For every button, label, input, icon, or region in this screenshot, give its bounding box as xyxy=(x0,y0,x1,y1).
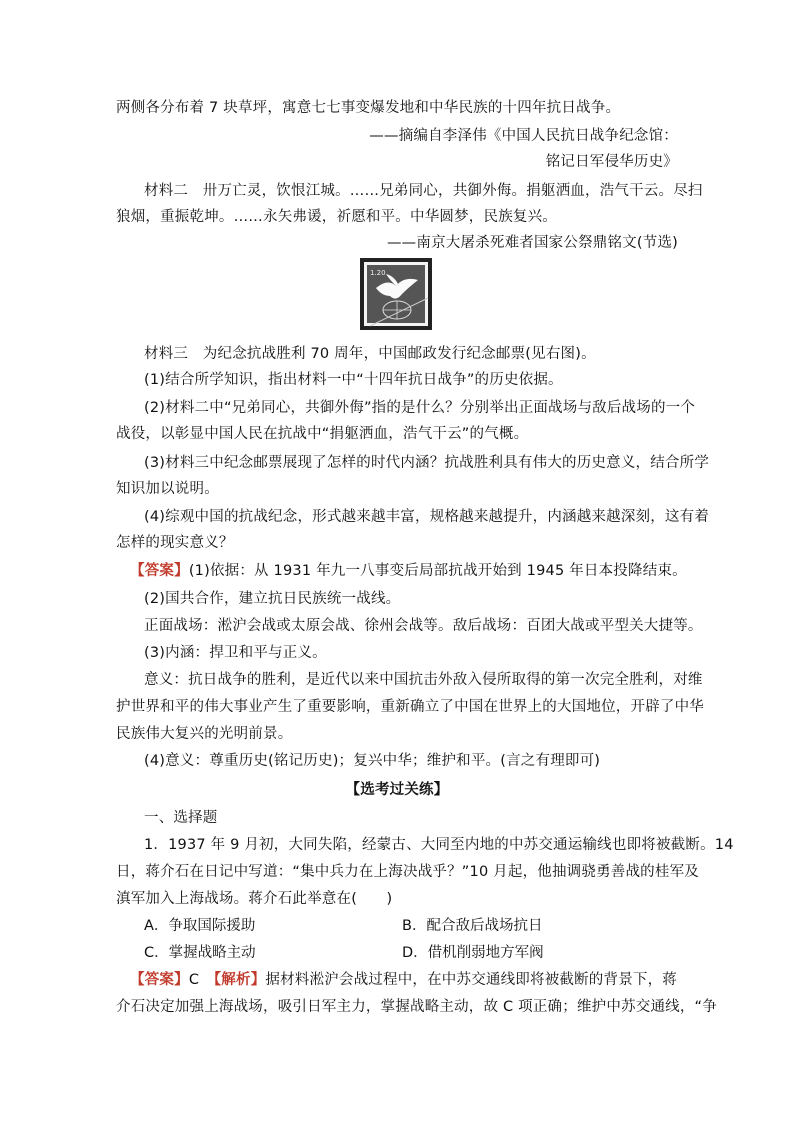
answer-1: 【答案】(1)依据：从 1931 年九一八事变后局部抗战开始到 1945 年日本投降结束。 xyxy=(130,563,687,579)
option-b: B．配合敌后战场抗日 xyxy=(402,918,543,934)
material-two: 材料二 卅万亡灵，饮恨江城。……兄弟同心，共御外侮。捐躯洒血，浩气干云。尽扫 xyxy=(144,183,703,199)
choice-question-1: 滇军加入上海战场。蒋介石此举意在( ) xyxy=(116,891,393,907)
question-2: (2)材料二中“兄弟同心，共御外侮”指的是什么？分别举出正面战场与敌后战场的一个 xyxy=(144,400,696,416)
answer-value: C xyxy=(188,972,200,988)
explanation-tag: 【解析】 xyxy=(213,972,266,988)
choice-question-1: 日，蒋介石在日记中写道：“集中兵力在上海决战乎？”10 月起，他抽调骁勇善战的桂军及 xyxy=(116,864,699,880)
source-citation: ——南京大屠杀死难者国家公祭鼎铭文(节选) xyxy=(386,235,678,251)
answer-3: 护世界和平的伟大事业产生了重要影响，重新确立了中国在世界上的大国地位，开辟了中华 xyxy=(116,699,704,715)
source-citation: ——摘编自李泽伟《中国人民抗日战争纪念馆： xyxy=(369,128,678,144)
text-line: 狼烟，重振乾坤。……永矢弗谖，祈愿和平。中华圆梦，民族复兴。 xyxy=(116,209,557,225)
answer-explanation: 介石决定加强上海战场，吸引日军主力，掌握战略主动，故 C 项正确；维护中苏交通线，“争 xyxy=(116,999,717,1015)
answer-4: (4)意义：尊重历史(铭记历史)；复兴中华；维护和平。(言之有理即可) xyxy=(144,753,601,769)
text-line: 两侧各分布着 7 块草坪，寓意七七事变爆发地和中华民族的十四年抗日战争。 xyxy=(116,100,621,116)
material-three: 材料三 为纪念抗战胜利 70 周年，中国邮政发行纪念邮票(见右图)。 xyxy=(144,346,596,362)
choice-question-1: 1．1937 年 9 月初，大同失陷，经蒙古、大同至内地的中苏交通运输线也即将被截断。14 xyxy=(144,837,734,853)
answer-explanation: 【答案】C 【解析】据材料淞沪会战过程中，在中苏交通线即将被截断的背景下，蒋 xyxy=(130,972,678,988)
answer-3: (3)内涵：捍卫和平与正义。 xyxy=(144,645,327,661)
subsection-heading: 一、选择题 xyxy=(144,810,218,826)
option-c: C．掌握战略主动 xyxy=(144,945,256,961)
question-3: (3)材料三中纪念邮票展现了怎样的时代内涵？抗战胜利具有伟大的历史意义，结合所学 xyxy=(144,455,710,471)
question-3: 知识加以说明。 xyxy=(116,481,219,497)
answer-tag: 【答案】 xyxy=(130,563,189,579)
question-4: 怎样的现实意义？ xyxy=(116,535,234,551)
answer-2: 正面战场：淞沪会战或太原会战、徐州会战等。敌后战场：百团大战或平型关大捷等。 xyxy=(144,618,703,634)
option-a: A．争取国际援助 xyxy=(144,918,256,934)
answer-tag: 【答案】 xyxy=(130,972,189,988)
question-4: (4)综观中国的抗战纪念，形式越来越丰富，规格越来越提升，内涵越来越深刻，这有着 xyxy=(144,509,710,525)
stamp-value: 1.20 xyxy=(370,269,386,277)
question-1: (1)结合所学知识，指出材料一中“十四年抗日战争”的历史依据。 xyxy=(144,372,563,388)
answer-3: 意义：抗日战争的胜利，是近代以来中国抗击外敌入侵所取得的第一次完全胜利，对维 xyxy=(144,672,703,688)
option-d: D．借机削弱地方军阀 xyxy=(402,945,544,961)
answer-2: (2)国共合作，建立抗日民族统一战线。 xyxy=(144,591,401,607)
answer-3: 民族伟大复兴的光明前景。 xyxy=(116,726,293,742)
source-citation: 铭记日军侵华历史》 xyxy=(545,154,678,170)
question-2: 战役，以彰显中国人民在抗战中“捐躯洒血，浩气干云”的气概。 xyxy=(116,426,529,442)
section-heading: 【选考过关练】 xyxy=(345,782,449,798)
commemorative-stamp-image xyxy=(360,258,432,330)
